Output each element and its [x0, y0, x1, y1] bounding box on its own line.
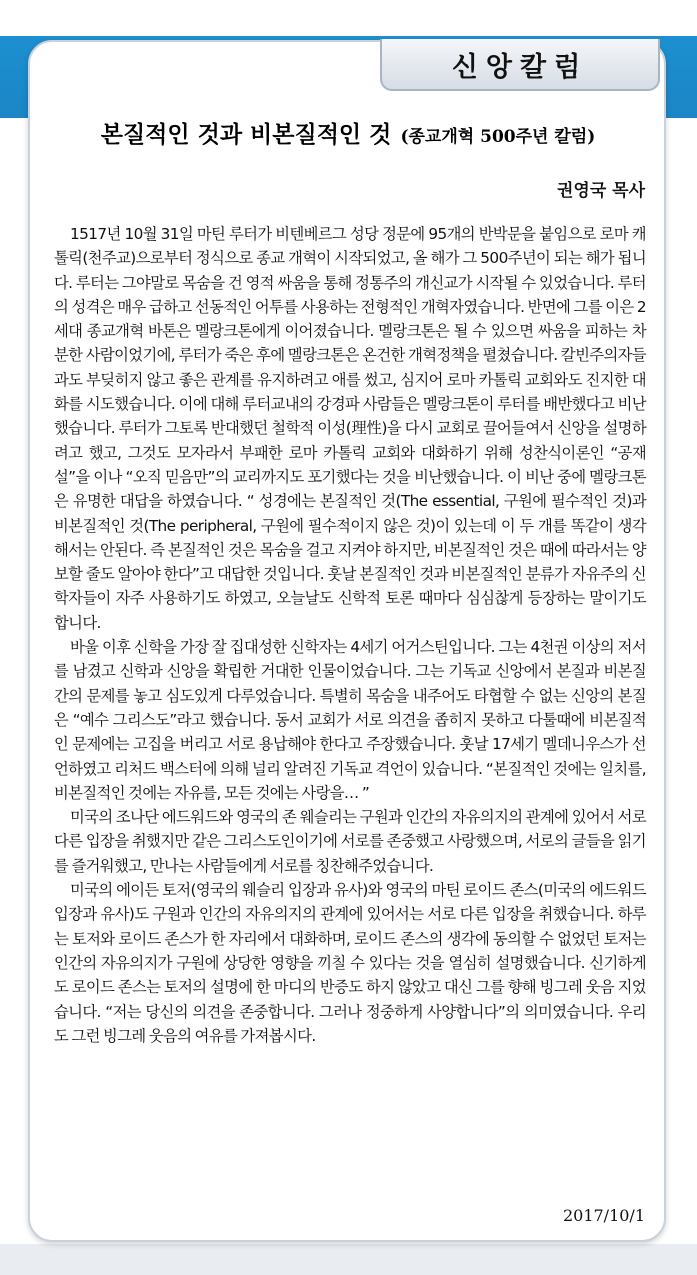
article-author: 권영국 목사	[556, 181, 645, 201]
paragraph: 1517년 10월 31일 마틴 루터가 비텐베르그 성당 정문에 95개의 반박문을 붙임으로 로마 캐톨릭(천주교)으로부터 정식으로 종교 개혁이 시작되었고, 올 해가 그 500주년이 되는 해가 됩니다. 루터는 그야말로 목숨을 건 영적 싸움을 통해 정통주의 개신교가 시작될 수 있었습니다. 루터의 성격은 매우 급하고 선동적인 어투를 사용하는 전형적인 개혁자였습니다. 반면에 그를 이은 2세대 종교개혁 바톤은 멜랑크톤에게 이어졌습니다. 멜랑크톤은 될 수 있으면 싸움을 피하는 차분한 사람이었기에, 루터가 죽은 후에 멜랑크톤은 온건한 개혁정책을 펼쳤습니다. 칼빈주의자들과도 부딪히지 않고 좋은 관계를 유지하려고 애를 썼고, 심지어 로마 카톨릭 교회와도 진지한 대화를 시도했습니다. 이에 대해 루터교내의 강경파 사람들은 멜랑크톤이 루터를 배반했다고 비난했습니다. 루터가 그토록 반대했던 철학적 이성(理性)을 다시 교회로 끌어들여서 신앙을 설명하려고 했고, 그것도 모자라서 부패한 로마 카톨릭 교회와 대화하기 위해 성찬식이론인 “공재설”을 이나 “오직 믿음만”의 교리까지도 포기했다는 것을 비난했습니다. 이 비난 중에 멜랑크톤은 유명한 대답을 하였습니다. “ 성경에는 본질적인 것(The essential, 구원에 필수적인 것)과 비본질적인 것(The peripheral, 구원에 필수적이지 않은 것)이 있는데 이 두 개를 똑같이 생각해서는 안된다. 즉 본질적인 것은 목숨을 걸고 지켜야 하지만, 비본질적인 것은 때에 따라서는 양보할 줄도 알아야 한다”고 대답한 것입니다. 훗날 본질적인 것과 비본질적인 분류가 자유주의 신학자들이 자주 사용하기도 하였고, 오늘날도 신학적 토론 때마다 심심찮게 등장하는 말이기도 합니다.	[54, 225, 646, 632]
paragraph: 미국의 에이든 토저(영국의 웨슬리 입장과 유사)와 영국의 마틴 로이드 존스(미국의 에드워드 입장과 유사)도 구원과 인간의 자유의지의 관계에 있어서는 서로 다른 입장을 취했습니다. 하루는 토저와 로이드 존스가 한 자리에서 대화하며, 로이드 존스의 생각에 동의할 수 없었던 토저는 인간의 자유의지가 구원에 상당한 영향을 끼칠 수 있다는 것을 열심히 설명했습니다. 신기하게도 로이드 존스는 토저의 설명에 한 마디의 반증도 하지 않았고 대신 그를 향해 빙그레 웃음 지었습니다. “저는 당신의 의견을 존중합니다. 그러나 정중하게 사양합니다”의 의미였습니다. 우리도 그런 빙그레 웃음의 여유를 가져봅시다.	[54, 881, 646, 1045]
column-badge-label: 신앙칼럼	[451, 51, 589, 83]
article-subtitle: (종교개혁 500주년 칼럼)	[400, 127, 596, 147]
article-title-main: 본질적인 것과 비본질적인 것	[100, 121, 392, 148]
paragraph: 미국의 조나단 에드워드와 영국의 존 웨슬리는 구원과 인간의 자유의지의 관계에 있어서 서로 다른 입장을 취했지만 같은 그리스도인이기에 서로를 존중했고 사랑했으며, 서로의 글들을 읽기를 즐거워했고, 만나는 사람들에게 서로를 칭찬해주었습니다.	[54, 808, 646, 875]
paragraph: 바울 이후 신학을 가장 잘 집대성한 신학자는 4세기 어거스틴입니다. 그는 4천권 이상의 저서를 남겼고 신학과 신앙을 확립한 거대한 인물이었습니다. 그는 기독교 신앙에서 본질과 비본질 간의 문제를 놓고 심도있게 다루었습니다. 특별히 목숨을 내주어도 타협할 수 없는 신앙의 본질은 “예수 그리스도”라고 했습니다. 동서 교회가 서로 의견을 좁히지 못하고 다툴때에 비본질적인 문제에는 고집을 버리고 서로 용납해야 한다고 주장했습니다. 훗날 17세기 멜데니우스가 선언하였고 리처드 백스터에 의해 널리 알려진 기독교 격언이 있습니다. “본질적인 것에는 일치를, 비본질적인 것에는 자유를, 모든 것에는 사랑을… ”	[54, 638, 646, 802]
article-date: 2017/10/1	[562, 1206, 645, 1225]
article-title	[40, 116, 656, 149]
article-body	[54, 222, 646, 1048]
column-badge	[380, 39, 660, 91]
footer-band	[0, 1244, 697, 1275]
